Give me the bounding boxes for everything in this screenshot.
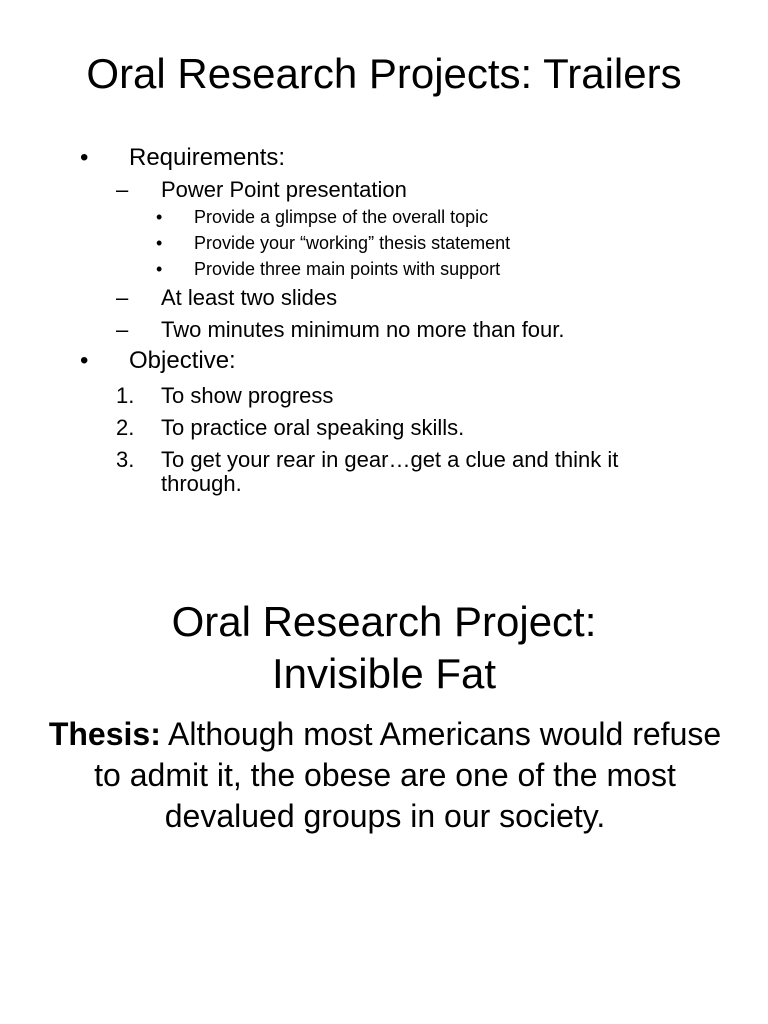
dash-marker: –: [116, 317, 129, 342]
thesis-label: Thesis:: [48, 716, 161, 752]
objective-item-continued: through.: [161, 471, 242, 496]
requirement-item: At least two slides: [161, 285, 338, 310]
objective-item: To practice oral speaking skills.: [161, 415, 465, 440]
requirement-subitem: Provide a glimpse of the overall topic: [194, 207, 489, 227]
requirement-item: Two minutes minimum no more than four.: [161, 317, 565, 342]
sub-bullet-marker: •: [156, 233, 163, 253]
title-line-2: Invisible Fat: [271, 650, 497, 697]
requirements-heading: Requirements:: [129, 144, 286, 171]
objective-item: To show progress: [161, 383, 334, 408]
bullet-marker: •: [80, 347, 89, 374]
requirement-subitem: Provide three main points with support: [194, 259, 501, 279]
sub-bullet-marker: •: [156, 207, 163, 227]
slide-title: Oral Research Projects: Trailers: [86, 50, 682, 97]
objective-heading: Objective:: [129, 347, 236, 374]
objective-number: 3.: [116, 447, 135, 472]
dash-marker: –: [116, 177, 129, 202]
bullet-marker: •: [80, 144, 89, 171]
slide-title: [0, 596, 768, 700]
thesis-paragraph: [40, 714, 730, 837]
dash-marker: –: [116, 285, 129, 310]
title-line-1: Oral Research Project:: [171, 598, 597, 645]
objective-number: 1.: [116, 383, 135, 408]
requirement-item: Power Point presentation: [161, 177, 407, 202]
objective-number: 2.: [116, 415, 135, 440]
thesis-text: Although most Americans would refuse to admit it, the obese are one of the most devalued groups in our society.: [94, 716, 722, 834]
requirement-subitem: Provide your “working” thesis statement: [194, 233, 511, 253]
objective-item: To get your rear in gear…get a clue and think it: [161, 447, 619, 472]
sub-bullet-marker: •: [156, 259, 163, 279]
